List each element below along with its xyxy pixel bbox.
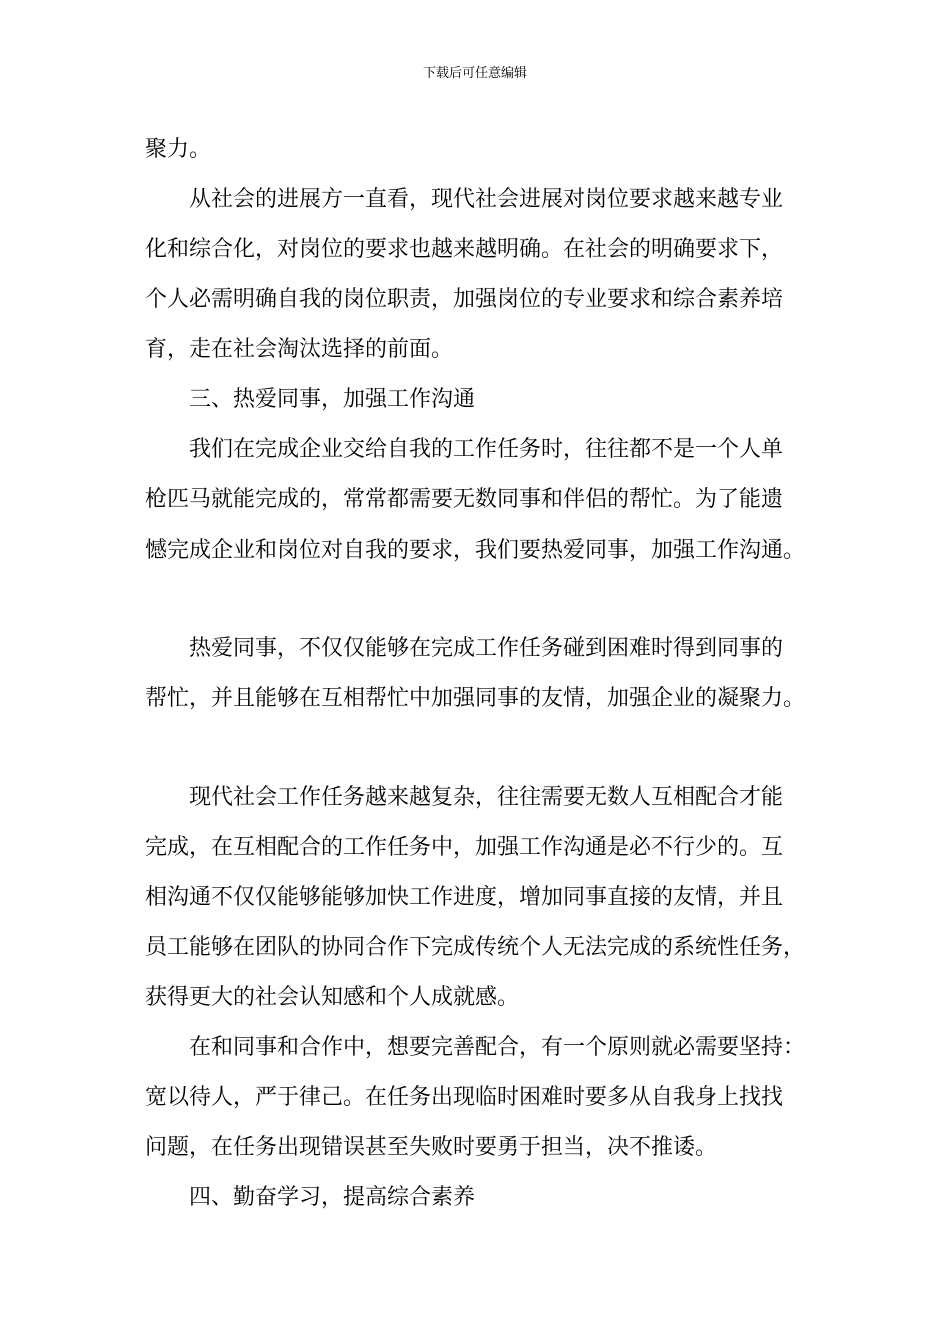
section-heading: 三、热爱同事，加强工作沟通 bbox=[189, 387, 476, 412]
paragraph-first-line: 现代社会工作任务越来越复杂，往往需要无数人互相配合才能 bbox=[189, 785, 784, 810]
paragraph-first-line: 热爱同事，不仅仅能够在完成工作任务碰到困难时得到同事的 bbox=[189, 636, 784, 661]
text-line: 枪匹马就能完成的，常常都需要无数同事和伴侣的帮忙。为了能遗 bbox=[145, 487, 784, 512]
text-line: 获得更大的社会认知感和个人成就感。 bbox=[145, 985, 520, 1010]
text-line: 聚力。 bbox=[145, 137, 212, 162]
text-line: 憾完成企业和岗位对自我的要求，我们要热爱同事，加强工作沟通。 bbox=[145, 538, 806, 563]
section-heading: 四、勤奋学习，提高综合素养 bbox=[189, 1185, 476, 1210]
paragraph-first-line: 在和同事和合作中，想要完善配合，有一个原则就必需要坚持： bbox=[189, 1035, 806, 1060]
page-header: 下载后可任意编辑 bbox=[422, 66, 527, 81]
text-line: 化和综合化，对岗位的要求也越来越明确。在社会的明确要求下， bbox=[145, 237, 784, 262]
text-line: 相沟通不仅仅能够能够加快工作进度，增加同事直接的友情，并且 bbox=[145, 885, 784, 910]
text-line: 员工能够在团队的协同合作下完成传统个人无法完成的系统性任务， bbox=[145, 935, 806, 960]
text-line: 个人必需明确自我的岗位职责，加强岗位的专业要求和综合素养培 bbox=[145, 287, 784, 312]
text-line: 完成，在互相配合的工作任务中，加强工作沟通是必不行少的。互 bbox=[145, 835, 784, 860]
text-line: 宽以待人，严于律己。在任务出现临时困难时要多从自我身上找找 bbox=[145, 1085, 784, 1110]
paragraph-first-line: 我们在完成企业交给自我的工作任务时，往往都不是一个人单 bbox=[189, 437, 784, 462]
text-line: 育，走在社会淘汰选择的前面。 bbox=[145, 337, 454, 362]
text-line: 问题，在任务出现错误甚至失败时要勇于担当，决不推诿。 bbox=[145, 1135, 718, 1160]
paragraph-first-line: 从社会的进展方一直看，现代社会进展对岗位要求越来越专业 bbox=[189, 187, 784, 212]
text-line: 帮忙，并且能够在互相帮忙中加强同事的友情，加强企业的凝聚力。 bbox=[145, 686, 806, 711]
